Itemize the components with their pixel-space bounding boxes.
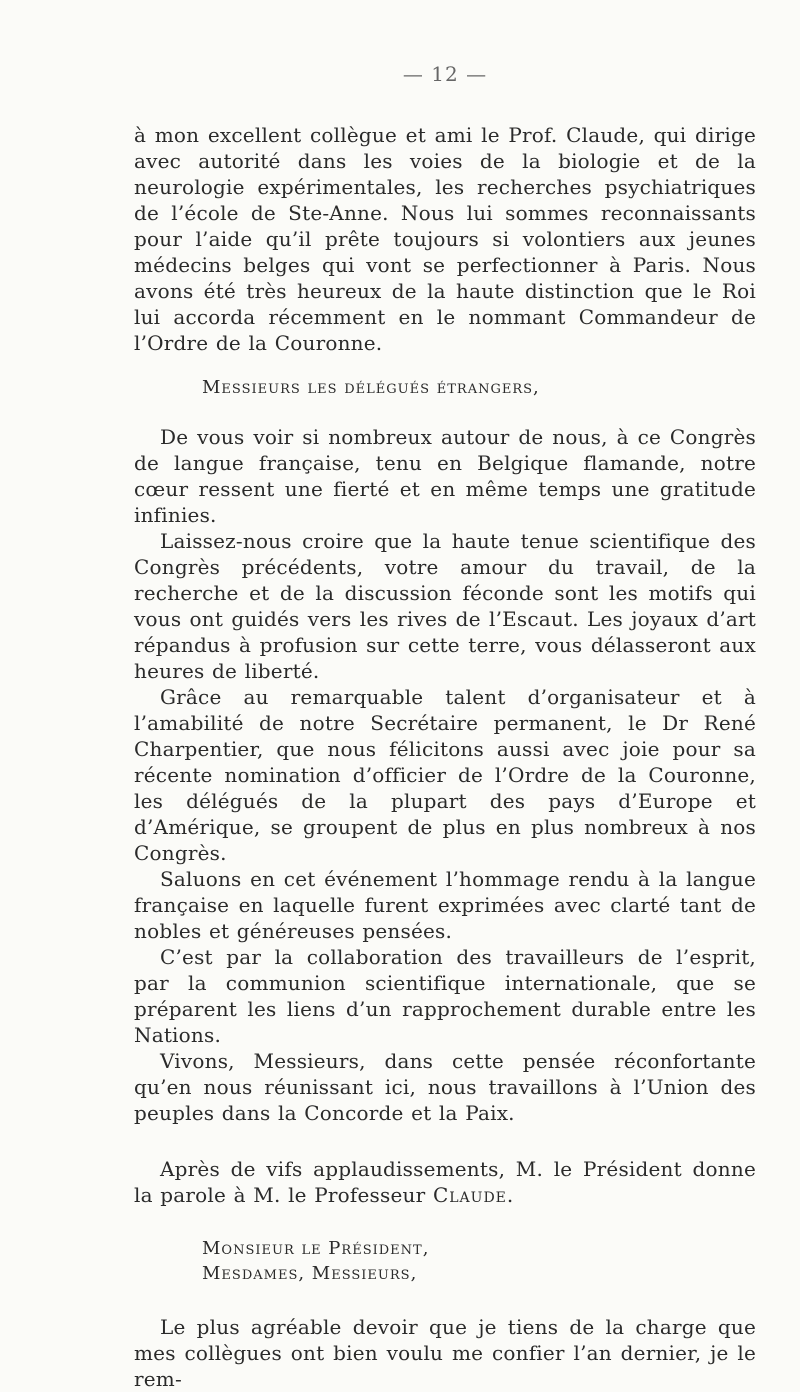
professor-name: Claude. [432,1183,515,1207]
salutation-audience: Mesdames, Messieurs, [202,1263,418,1284]
transition-text: Après de vifs applaudissements, M. le Président donne la parole à M. le Professeur [134,1157,756,1207]
paragraph-collaboration: C’est par la collaboration des travailleurs de l’esprit, par la communion scientifique internationale, que se préparent les liens d’un rapprochement durable entre les Nations. [134,945,756,1047]
paragraph-transition [134,1156,756,1208]
paragraph-greeting-delegates: De vous voir si nombreux autour de nous, à ce Congrès de langue française, tenu en Belgique flamande, notre cœur ressent une fierté et en même temps une gratitude infinies. [134,425,756,527]
paragraph-claude-tribute: à mon excellent collègue et ami le Prof. Claude, qui dirige avec autorité dans les voies de la biologie et de la neurologie expérimentales, les recherches psychiatriques de l’école de Ste-Anne. Nous lui sommes reconnaissants pour l’aide qu’il prête toujours si volontiers aux jeunes médecins belges qui vont se perfectionner à Paris. Nous avons été très heureux de la haute distinction que le Roi lui accorda récemment en le nommant Commandeur de l’Ordre de la Couronne. [134,123,756,355]
salutation-president: Monsieur le Président, [202,1238,430,1259]
paragraph-scientific-tenure: Laissez-nous croire que la haute tenue scientifique des Congrès précédents, votre amour du travail, de la recherche et de la discussion féconde sont les motifs qui vous ont guidés vers les rives de l’Escaut. Les joyaux d’art répandus à profusion sur cette terre, vous délasseront aux heures de liberté. [134,529,756,683]
page-number: — 12 — [402,62,488,86]
paragraph-union-of-peoples: Vivons, Messieurs, dans cette pensée réconfortante qu’en nous réunissant ici, nous travaillons à l’Union des peuples dans la Concorde et la Paix. [134,1049,756,1125]
paragraph-french-language: Saluons en cet événement l’hommage rendu à la langue française en laquelle furent exprimées avec clarté tant de nobles et généreuses pensées. [134,867,756,943]
heading-foreign-delegates: Messieurs les délégués étrangers, [202,377,540,398]
document-page [134,62,756,1392]
paragraph-duty: Le plus agréable devoir que je tiens de la charge que mes collègues ont bien voulu me confier l’an dernier, je le rem- [134,1315,756,1391]
paragraph-secretary-thanks: Grâce au remarquable talent d’organisateur et à l’amabilité de notre Secrétaire permanent, le Dr René Charpentier, que nous félicitons aussi avec joie pour sa récente nomination d’officier de l’Ordre de la Couronne, les délégués de la plupart des pays d’Europe et d’Amérique, se groupent de plus en plus nombreux à nos Congrès. [134,685,756,865]
section-gap [134,1126,756,1156]
salutation-block [202,1236,756,1286]
